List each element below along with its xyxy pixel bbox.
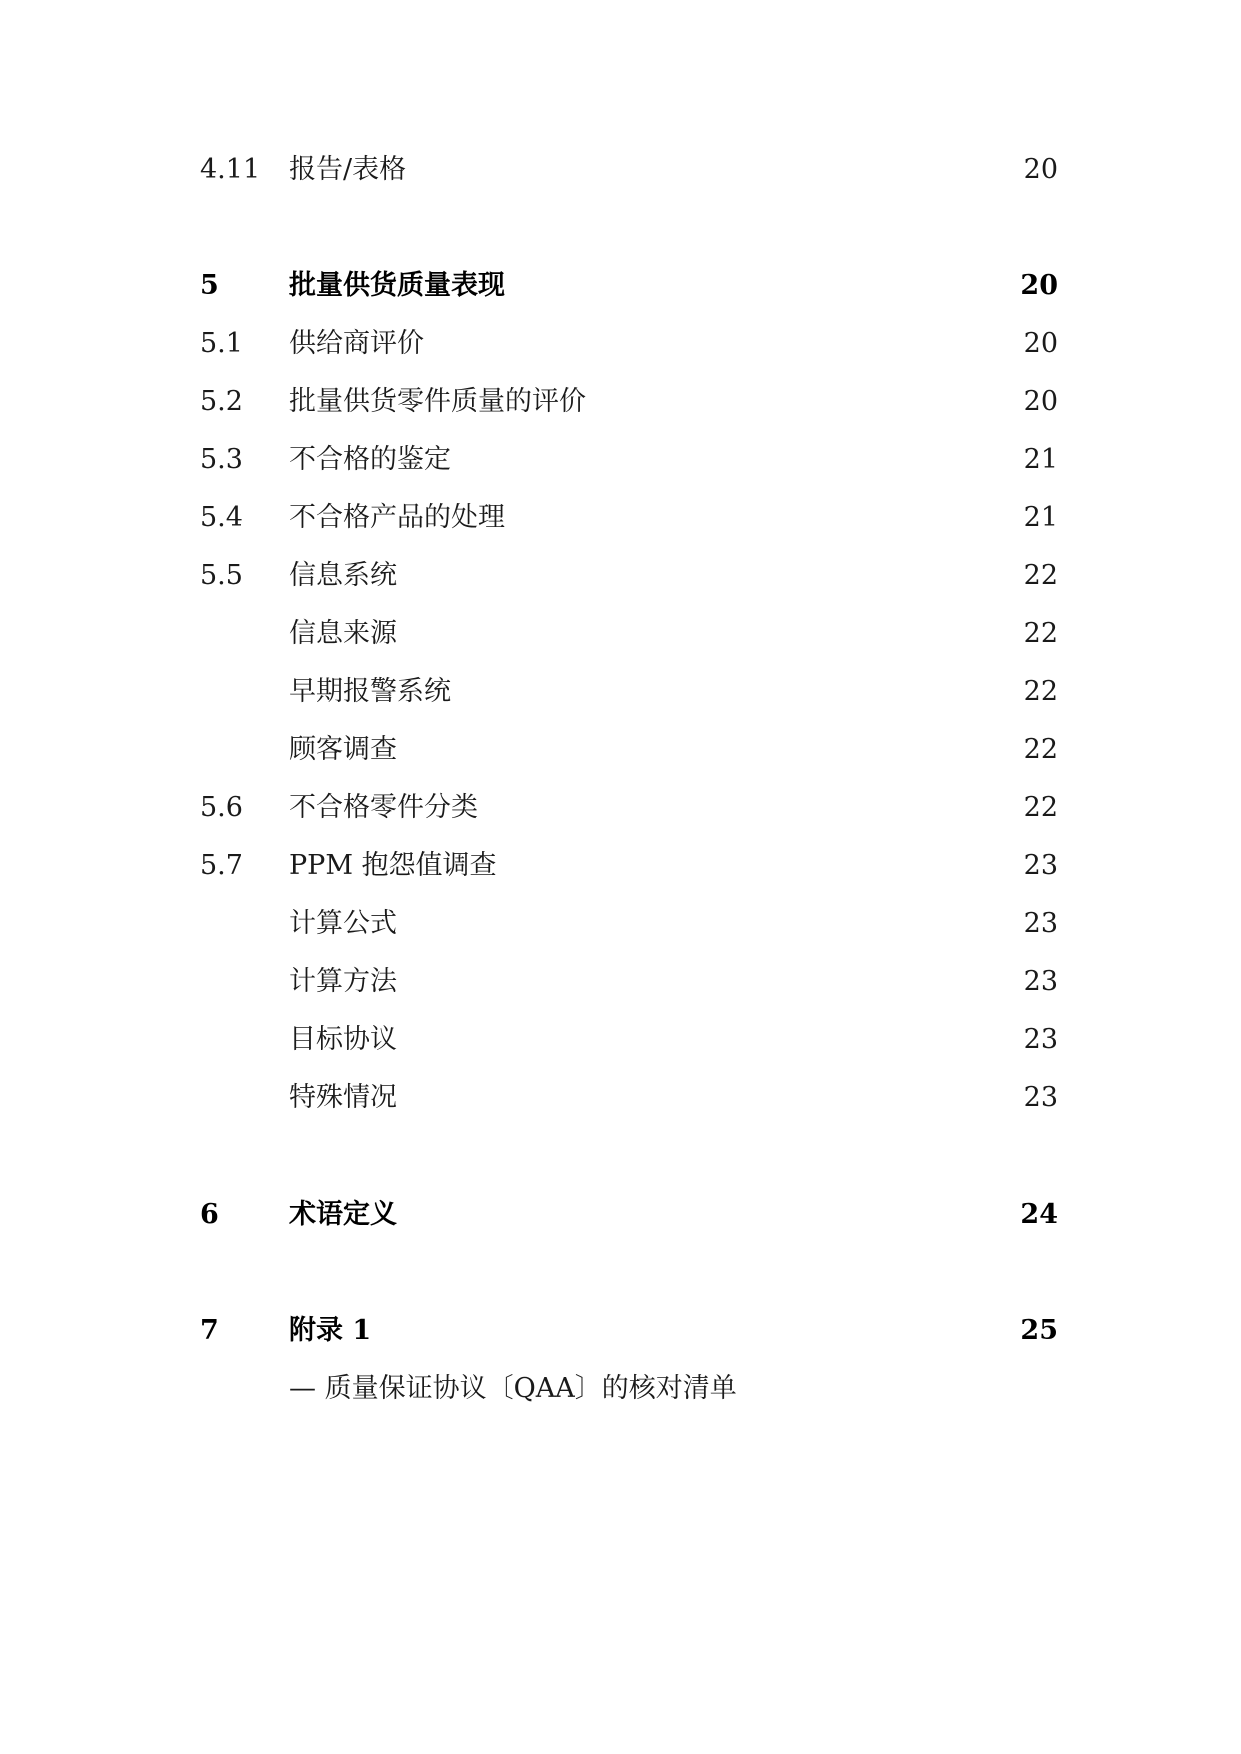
toc-title: 供给商评价 — [289, 328, 424, 359]
toc-page-number: 20 — [1020, 270, 1058, 301]
toc-entry-5-3[interactable] — [0, 440, 1241, 480]
toc-title: 早期报警系统 — [289, 676, 451, 707]
toc-entry-target-agreement[interactable] — [0, 1020, 1241, 1060]
toc-number: 5.6 — [200, 792, 243, 823]
toc-page-number: 23 — [1023, 1024, 1058, 1055]
toc-page-number: 22 — [1023, 792, 1058, 823]
toc-title: 目标协议 — [289, 1024, 397, 1055]
toc-title: 术语定义 — [289, 1199, 397, 1230]
toc-entry-5-5[interactable] — [0, 556, 1241, 596]
toc-number: 6 — [200, 1199, 219, 1230]
toc-number: 5.4 — [200, 502, 243, 533]
toc-number: 4.11 — [200, 154, 261, 185]
toc-page-number: 22 — [1023, 618, 1058, 649]
toc-title: 报告/表格 — [289, 154, 407, 185]
toc-number: 5.1 — [200, 328, 243, 359]
toc-title: 特殊情况 — [289, 1082, 397, 1113]
toc-title: 信息来源 — [289, 618, 397, 649]
toc-page-number: 20 — [1023, 154, 1058, 185]
toc-page-number: 23 — [1023, 850, 1058, 881]
toc-title: 附录 1 — [289, 1315, 372, 1346]
toc-page-number: 21 — [1023, 502, 1058, 533]
toc-title: 批量供货零件质量的评价 — [289, 386, 586, 417]
toc-number: 5 — [200, 270, 219, 301]
toc-page-number: 23 — [1023, 1082, 1058, 1113]
toc-number: 5.2 — [200, 386, 243, 417]
toc-page-number: 21 — [1023, 444, 1058, 475]
toc-title: — 质量保证协议〔QAA〕的核对清单 — [289, 1373, 737, 1404]
toc-entry-qaa-checklist[interactable] — [0, 1369, 1241, 1409]
toc-entry-5-1[interactable] — [0, 324, 1241, 364]
toc-entry-early-warning[interactable] — [0, 672, 1241, 712]
toc-title: 不合格的鉴定 — [289, 444, 451, 475]
toc-entry-5-7[interactable] — [0, 846, 1241, 886]
toc-entry-5[interactable] — [0, 266, 1241, 306]
toc-title: 计算公式 — [289, 908, 397, 939]
toc-number: 5.3 — [200, 444, 243, 475]
toc-entry-5-2[interactable] — [0, 382, 1241, 422]
toc-entry-customer-survey[interactable] — [0, 730, 1241, 770]
toc-entry-info-source[interactable] — [0, 614, 1241, 654]
toc-entry-5-4[interactable] — [0, 498, 1241, 538]
toc-page-number: 22 — [1023, 676, 1058, 707]
toc-title: PPM 抱怨值调查 — [289, 850, 497, 881]
toc-number: 5.5 — [200, 560, 243, 591]
toc-title: 批量供货质量表现 — [289, 270, 505, 301]
toc-title: 不合格产品的处理 — [289, 502, 505, 533]
toc-page-number: 22 — [1023, 734, 1058, 765]
toc-entry-7[interactable] — [0, 1311, 1241, 1351]
toc-entry-5-6[interactable] — [0, 788, 1241, 828]
toc-number: 7 — [200, 1315, 219, 1346]
toc-title: 不合格零件分类 — [289, 792, 478, 823]
toc-entry-method[interactable] — [0, 962, 1241, 1002]
toc-number: 5.7 — [200, 850, 243, 881]
toc-title: 信息系统 — [289, 560, 397, 591]
toc-page-number: 23 — [1023, 908, 1058, 939]
toc-page-number: 20 — [1023, 328, 1058, 359]
toc-title: 顾客调查 — [289, 734, 397, 765]
toc-page-number: 25 — [1020, 1315, 1058, 1346]
toc-entry-formula[interactable] — [0, 904, 1241, 944]
toc-page-number: 20 — [1023, 386, 1058, 417]
toc-page-number: 24 — [1020, 1199, 1058, 1230]
toc-entry-6[interactable] — [0, 1195, 1241, 1235]
toc-page-number: 22 — [1023, 560, 1058, 591]
toc-entry-special-cases[interactable] — [0, 1078, 1241, 1118]
toc-entry-4-11[interactable] — [0, 150, 1241, 190]
toc-page-number: 23 — [1023, 966, 1058, 997]
toc-title: 计算方法 — [289, 966, 397, 997]
